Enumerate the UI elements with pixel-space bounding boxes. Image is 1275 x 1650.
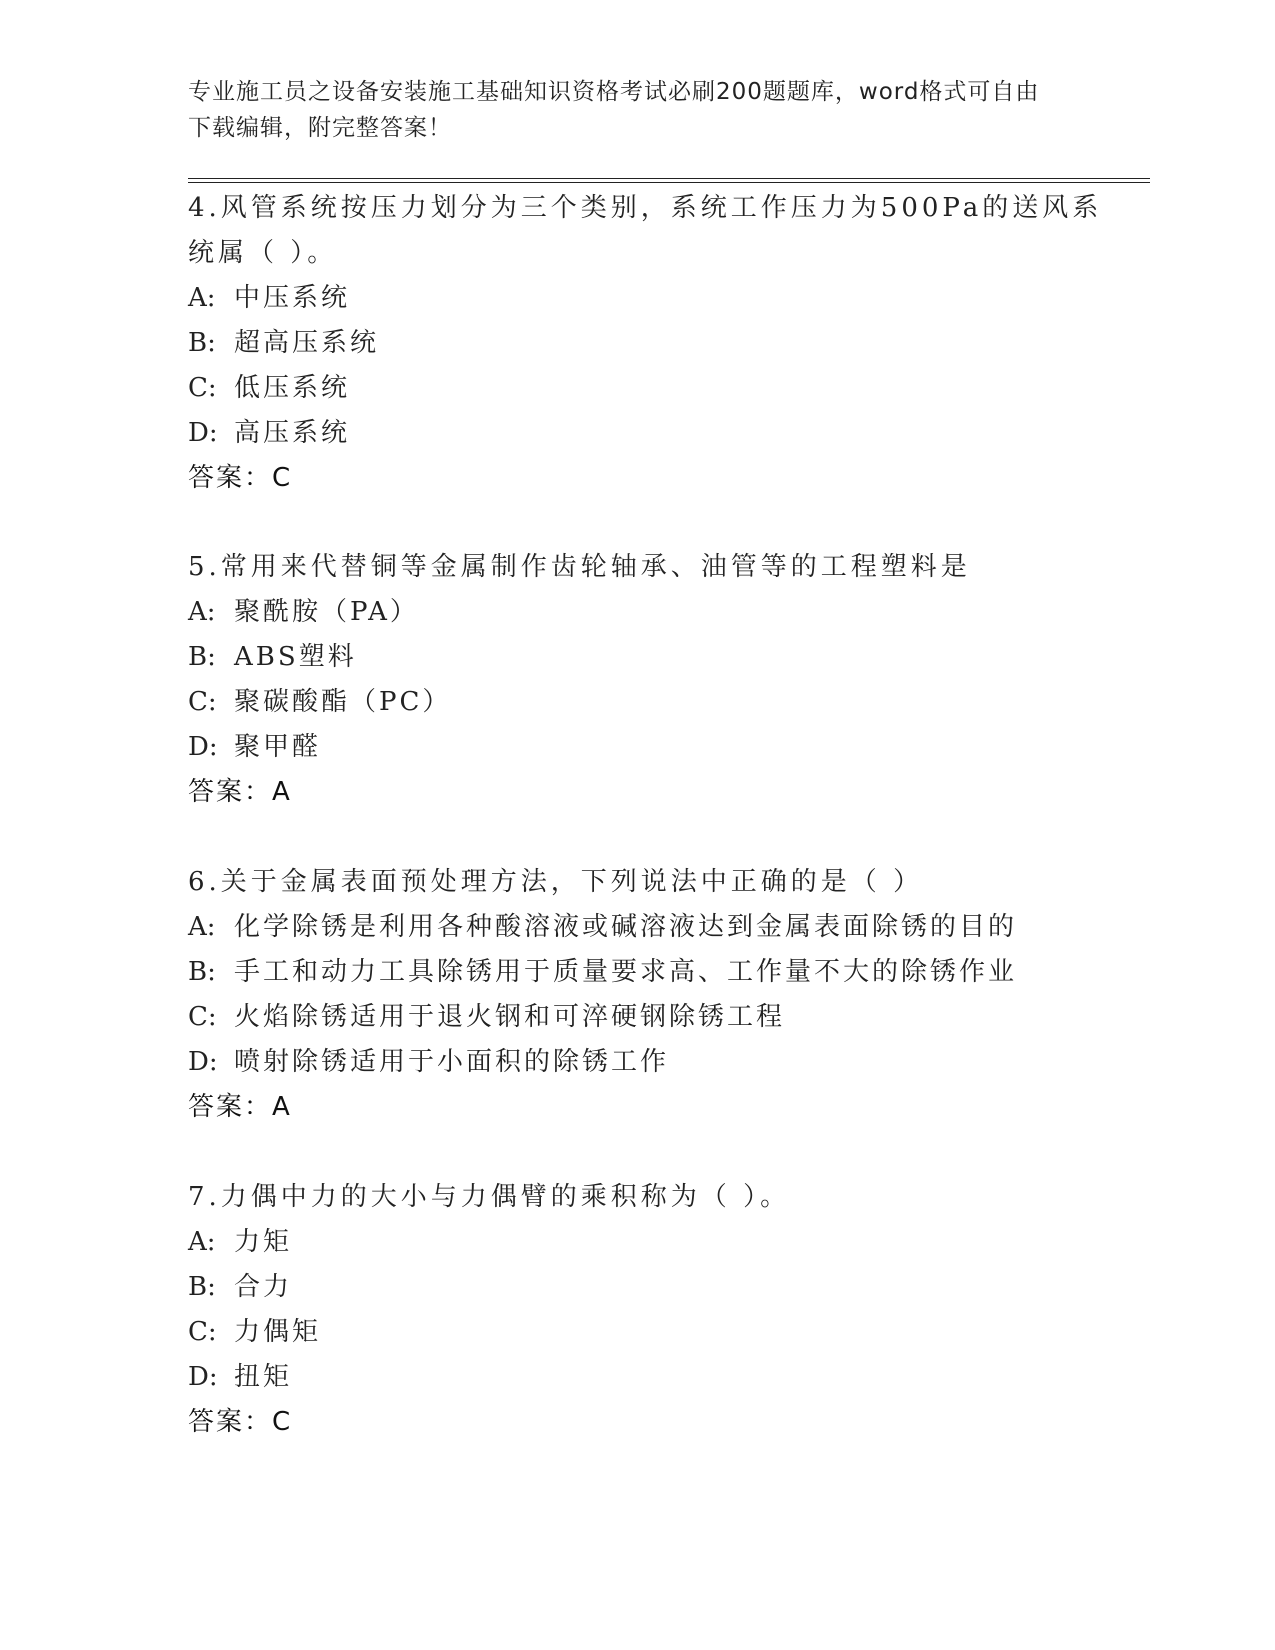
option-key: B: — [188, 957, 216, 987]
option-a — [188, 1220, 1148, 1265]
option-key: C: — [188, 687, 217, 717]
option-b — [188, 635, 1148, 680]
option-key: A: — [188, 283, 216, 313]
question-4 — [188, 186, 1148, 501]
option-key: D: — [188, 1047, 218, 1077]
question-stem: 7.力偶中力的大小与力偶臂的乘积称为（ ）。 — [188, 1182, 791, 1212]
option-key: D: — [188, 418, 218, 448]
option-b — [188, 950, 1148, 995]
header-line-1: 专业施工员之设备安装施工基础知识资格考试必刷200题题库，word格式可自由 — [188, 79, 1040, 105]
option-text: 化学除锈是利用各种酸溶液或碱溶液达到金属表面除锈的目的 — [234, 912, 1018, 942]
option-text: 中压系统 — [234, 283, 351, 313]
option-text: 聚甲醛 — [234, 732, 322, 762]
option-text: 力偶矩 — [234, 1317, 322, 1347]
option-text: 火焰除锈适用于退火钢和可淬硬钢除锈工程 — [234, 1002, 786, 1032]
option-key: B: — [188, 1272, 216, 1302]
option-d — [188, 411, 1148, 456]
question-7 — [188, 1175, 1148, 1445]
option-b — [188, 1265, 1148, 1310]
question-stem: 5.常用来代替铜等金属制作齿轮轴承、油管等的工程塑料是 — [188, 552, 971, 582]
option-key: C: — [188, 1002, 217, 1032]
option-text: 高压系统 — [234, 418, 351, 448]
option-a — [188, 905, 1148, 950]
option-key: D: — [188, 732, 218, 762]
option-key: C: — [188, 1317, 217, 1347]
option-key: D: — [188, 1362, 218, 1392]
question-stem: 4.风管系统按压力划分为三个类别，系统工作压力为500Pa的送风系 — [188, 193, 1103, 223]
option-text: 喷射除锈适用于小面积的除锈工作 — [234, 1047, 670, 1077]
option-a — [188, 590, 1148, 635]
option-key: C: — [188, 373, 217, 403]
option-text: 力矩 — [234, 1227, 293, 1257]
option-d — [188, 725, 1148, 770]
option-c — [188, 1310, 1148, 1355]
option-text: 合力 — [234, 1272, 293, 1302]
answer: 答案：A — [188, 777, 292, 807]
option-c — [188, 995, 1148, 1040]
answer: 答案：C — [188, 463, 293, 493]
option-text: 扭矩 — [234, 1362, 293, 1392]
option-text: ABS塑料 — [234, 642, 357, 672]
option-text: 低压系统 — [234, 373, 351, 403]
option-b — [188, 321, 1148, 366]
question-stem: 6.关于金属表面预处理方法，下列说法中正确的是（ ） — [188, 867, 924, 897]
option-text: 超高压系统 — [234, 328, 380, 358]
question-6 — [188, 860, 1148, 1130]
option-text: 手工和动力工具除锈用于质量要求高、工作量不大的除锈作业 — [234, 957, 1018, 987]
option-key: B: — [188, 328, 216, 358]
option-text: 聚碳酸酯（PC） — [234, 687, 452, 717]
option-text: 聚酰胺（PA） — [234, 597, 419, 627]
option-c — [188, 680, 1148, 725]
option-key: A: — [188, 597, 216, 627]
question-stem-continued: 统属（ ）。 — [188, 238, 338, 268]
header-line-2: 下载编辑，附完整答案！ — [188, 115, 452, 141]
option-d — [188, 1355, 1148, 1400]
header-divider — [188, 178, 1150, 183]
option-c — [188, 366, 1148, 411]
option-a — [188, 276, 1148, 321]
option-key: A: — [188, 1227, 216, 1257]
option-key: B: — [188, 642, 216, 672]
answer: 答案：C — [188, 1407, 293, 1437]
document-header — [188, 74, 1088, 146]
option-key: A: — [188, 912, 216, 942]
question-5 — [188, 545, 1148, 815]
option-d — [188, 1040, 1148, 1085]
answer: 答案：A — [188, 1092, 292, 1122]
